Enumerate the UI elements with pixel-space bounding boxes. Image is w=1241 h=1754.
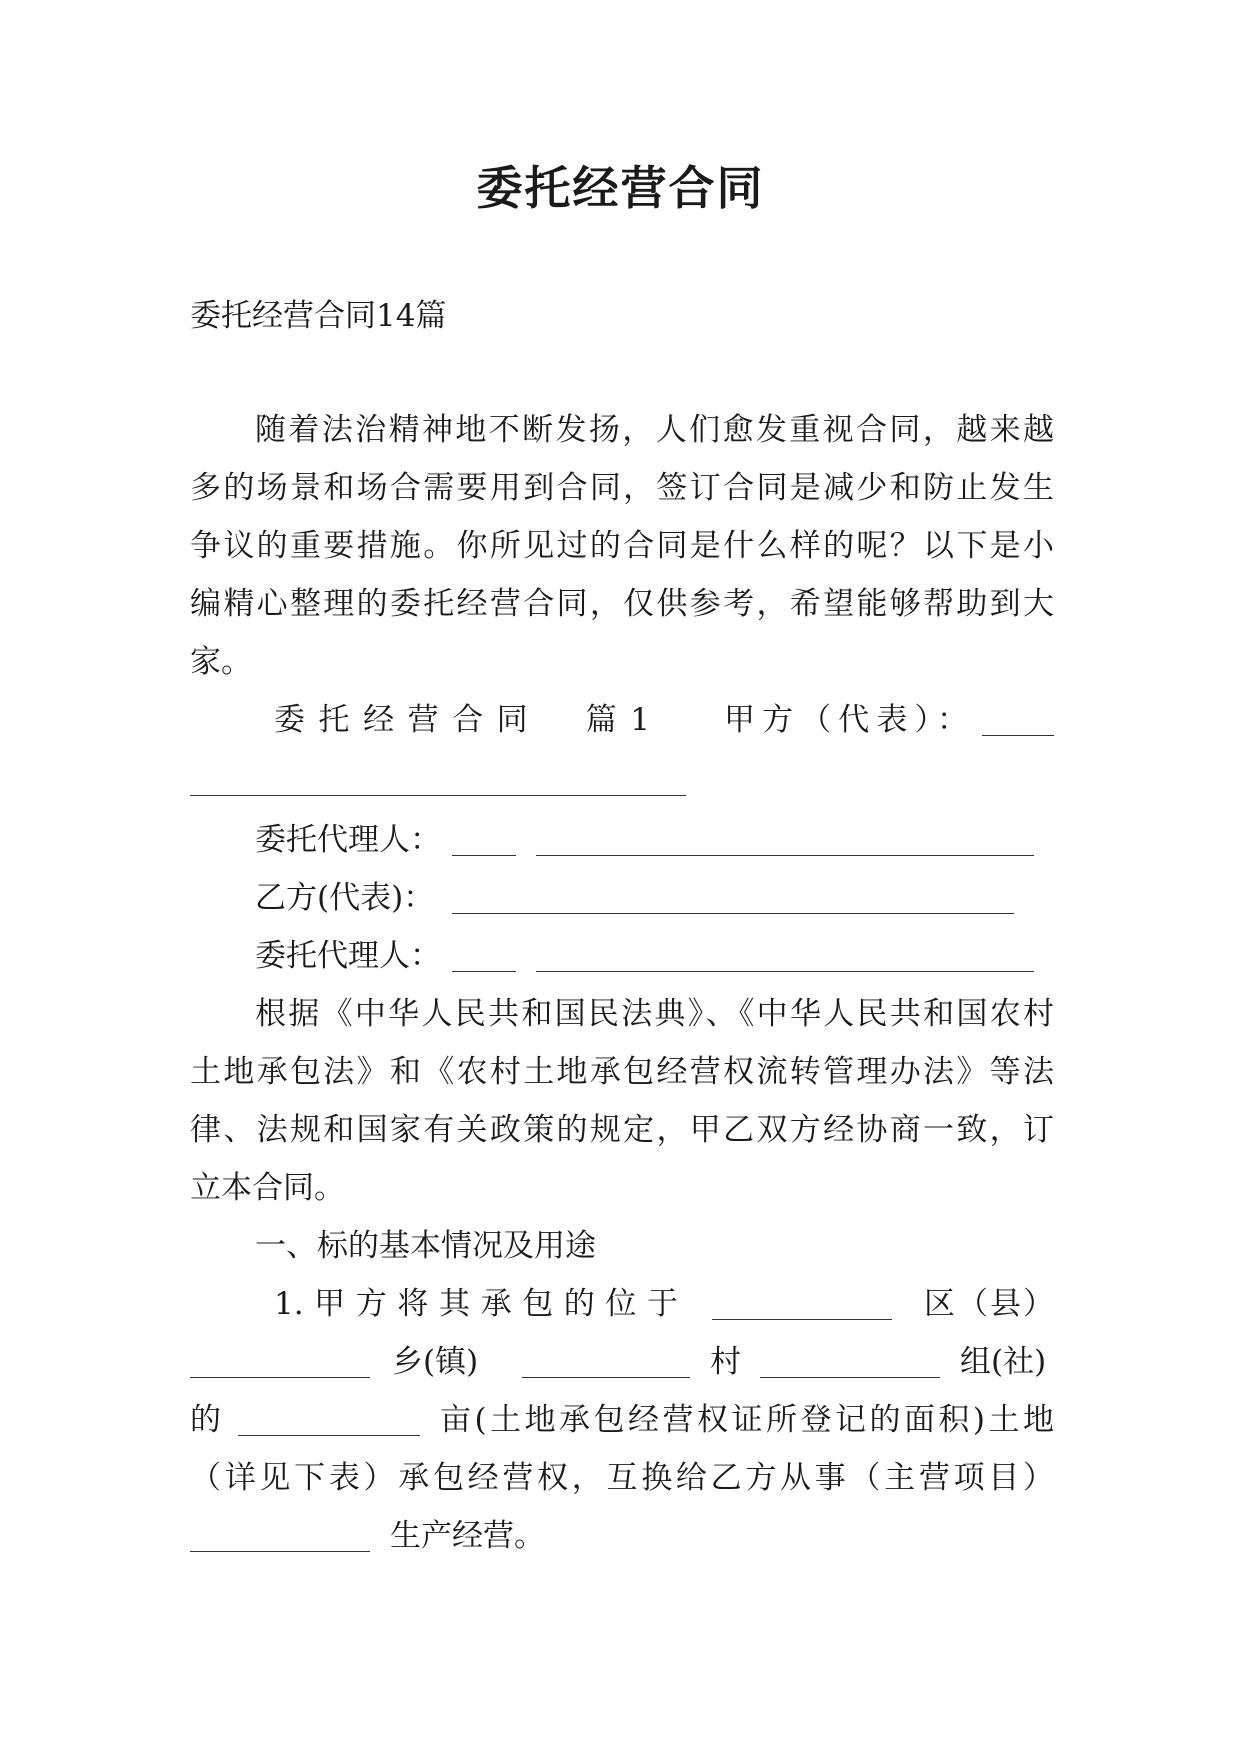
district-label: 区（县） <box>924 1286 1054 1322</box>
party-b-blank <box>452 913 1014 914</box>
area-blank <box>238 1435 420 1436</box>
clause-1-line: （详见下表）承包经营权，互换给乙方从事（主营项目） <box>190 1460 1054 1496</box>
party-a-label: 甲方（代表）： <box>724 702 968 738</box>
agent-1-blank-short <box>452 855 516 856</box>
intro-line: 家。 <box>190 644 252 680</box>
intro-line: 编精心整理的委托经营合同，仅供参考，希望能够帮助到大 <box>190 586 1054 622</box>
intro-line: 随着法治精神地不断发扬，人们愈发重视合同，越来越 <box>255 412 1054 448</box>
township-label: 乡(镇) <box>392 1344 479 1380</box>
clause-1-lead: 1.甲方将其承包的位于 <box>274 1286 678 1322</box>
agent-2-blank-short <box>452 971 516 972</box>
township-blank <box>190 1377 370 1378</box>
document-title: 委托经营合同 <box>476 161 765 215</box>
agent-1-blank-long <box>536 855 1034 856</box>
area-note: 亩(土地承包经营权证所登记的面积)土地 <box>440 1402 1054 1438</box>
intro-line: 多的场景和场合需要用到合同，签订合同是减少和防止发生 <box>190 470 1054 506</box>
basis-line: 土地承包法》和《农村土地承包经营权流转管理办法》等法 <box>190 1054 1054 1090</box>
group-label: 组(社) <box>960 1344 1047 1380</box>
project-blank <box>190 1551 370 1552</box>
agent-1-label: 委托代理人： <box>255 822 441 858</box>
of-label: 的 <box>190 1402 221 1438</box>
article-heading: 一、标的基本情况及用途 <box>255 1228 596 1264</box>
village-blank <box>522 1377 690 1378</box>
document-subtitle: 委托经营合同14篇 <box>190 298 447 334</box>
village-label: 村 <box>710 1344 741 1380</box>
party-b-label: 乙方(代表)： <box>255 880 435 916</box>
agent-2-blank-long <box>536 971 1034 972</box>
agent-2-label: 委托代理人： <box>255 938 441 974</box>
district-blank <box>712 1319 892 1320</box>
basis-line: 根据《中华人民共和国民法典》、《中华人民共和国农村 <box>255 996 1054 1032</box>
group-blank <box>760 1377 940 1378</box>
basis-line: 律、法规和国家有关政策的规定，甲乙双方经协商一致，订 <box>190 1112 1054 1148</box>
party-a-blank-continued <box>190 795 686 796</box>
party-a-blank <box>982 735 1054 736</box>
section-heading: 委托经营合同 篇1 <box>274 702 650 738</box>
clause-1-ending: 生产经营。 <box>390 1518 545 1554</box>
basis-line: 立本合同。 <box>190 1170 345 1206</box>
intro-line: 争议的重要措施。你所见过的合同是什么样的呢？以下是小 <box>190 528 1054 564</box>
